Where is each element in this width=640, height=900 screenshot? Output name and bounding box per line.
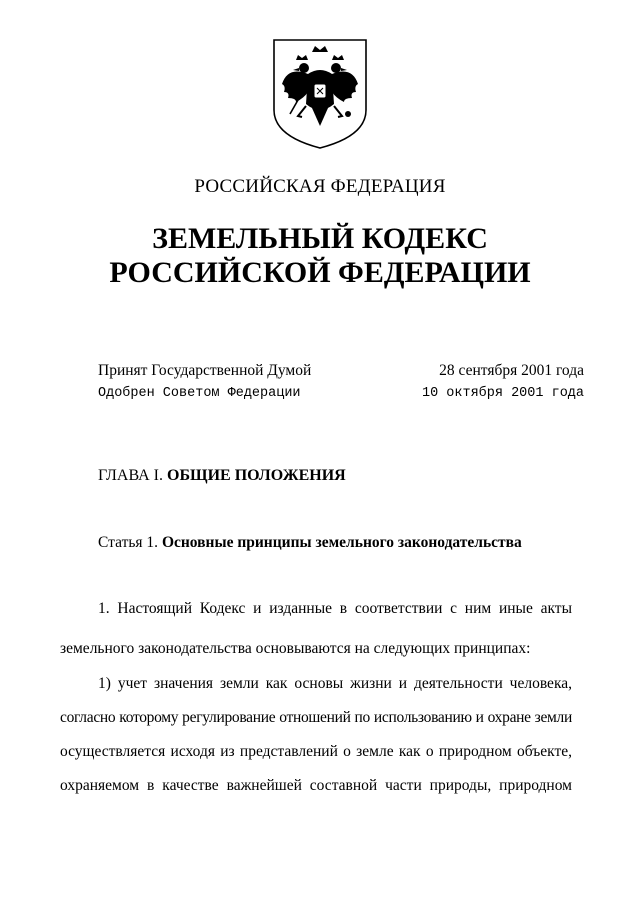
- country-heading: РОССИЙСКАЯ ФЕДЕРАЦИЯ: [194, 176, 446, 197]
- chapter-prefix: ГЛАВА I.: [98, 467, 163, 484]
- chapter-title: ОБЩИЕ ПОЛОЖЕНИЯ: [167, 467, 346, 484]
- body-line: осуществляется исходя из представлений о земле как о природном объекте,: [60, 743, 572, 760]
- coat-of-arms-icon: [268, 36, 372, 152]
- article-prefix: Статья 1.: [98, 534, 159, 551]
- body-line: согласно которому регулирование отношений по использованию и охране земли: [60, 709, 572, 726]
- document-title-line-2: РОССИЙСКОЙ ФЕДЕРАЦИИ: [109, 256, 531, 289]
- article-title: Основные принципы земельного законодательства: [161, 534, 522, 551]
- article-heading: [98, 534, 522, 552]
- body-line: охраняемом в качестве важнейшей составной части природы, природном: [60, 777, 572, 794]
- body-line: 1) учет значения земли как основы жизни и деятельности человека,: [98, 675, 572, 692]
- document-title-line-1: ЗЕМЕЛЬНЫЙ КОДЕКС: [152, 222, 488, 255]
- body-line: земельного законодательства основываются на следующих принципах:: [60, 640, 531, 657]
- adoption-row-duma: [98, 362, 584, 380]
- adoption-date: 28 сентября 2001 года: [439, 362, 584, 379]
- document-title: [0, 222, 640, 290]
- adoption-row-council: [98, 386, 584, 401]
- adoption-date: 10 октября 2001 года: [421, 386, 584, 401]
- adoption-label: Принят Государственной Думой: [98, 362, 312, 379]
- chapter-heading: [98, 467, 346, 485]
- body-line: 1. Настоящий Кодекс и изданные в соответствии с ним иные акты: [98, 600, 572, 617]
- adoption-label: Одобрен Советом Федерации: [98, 386, 301, 401]
